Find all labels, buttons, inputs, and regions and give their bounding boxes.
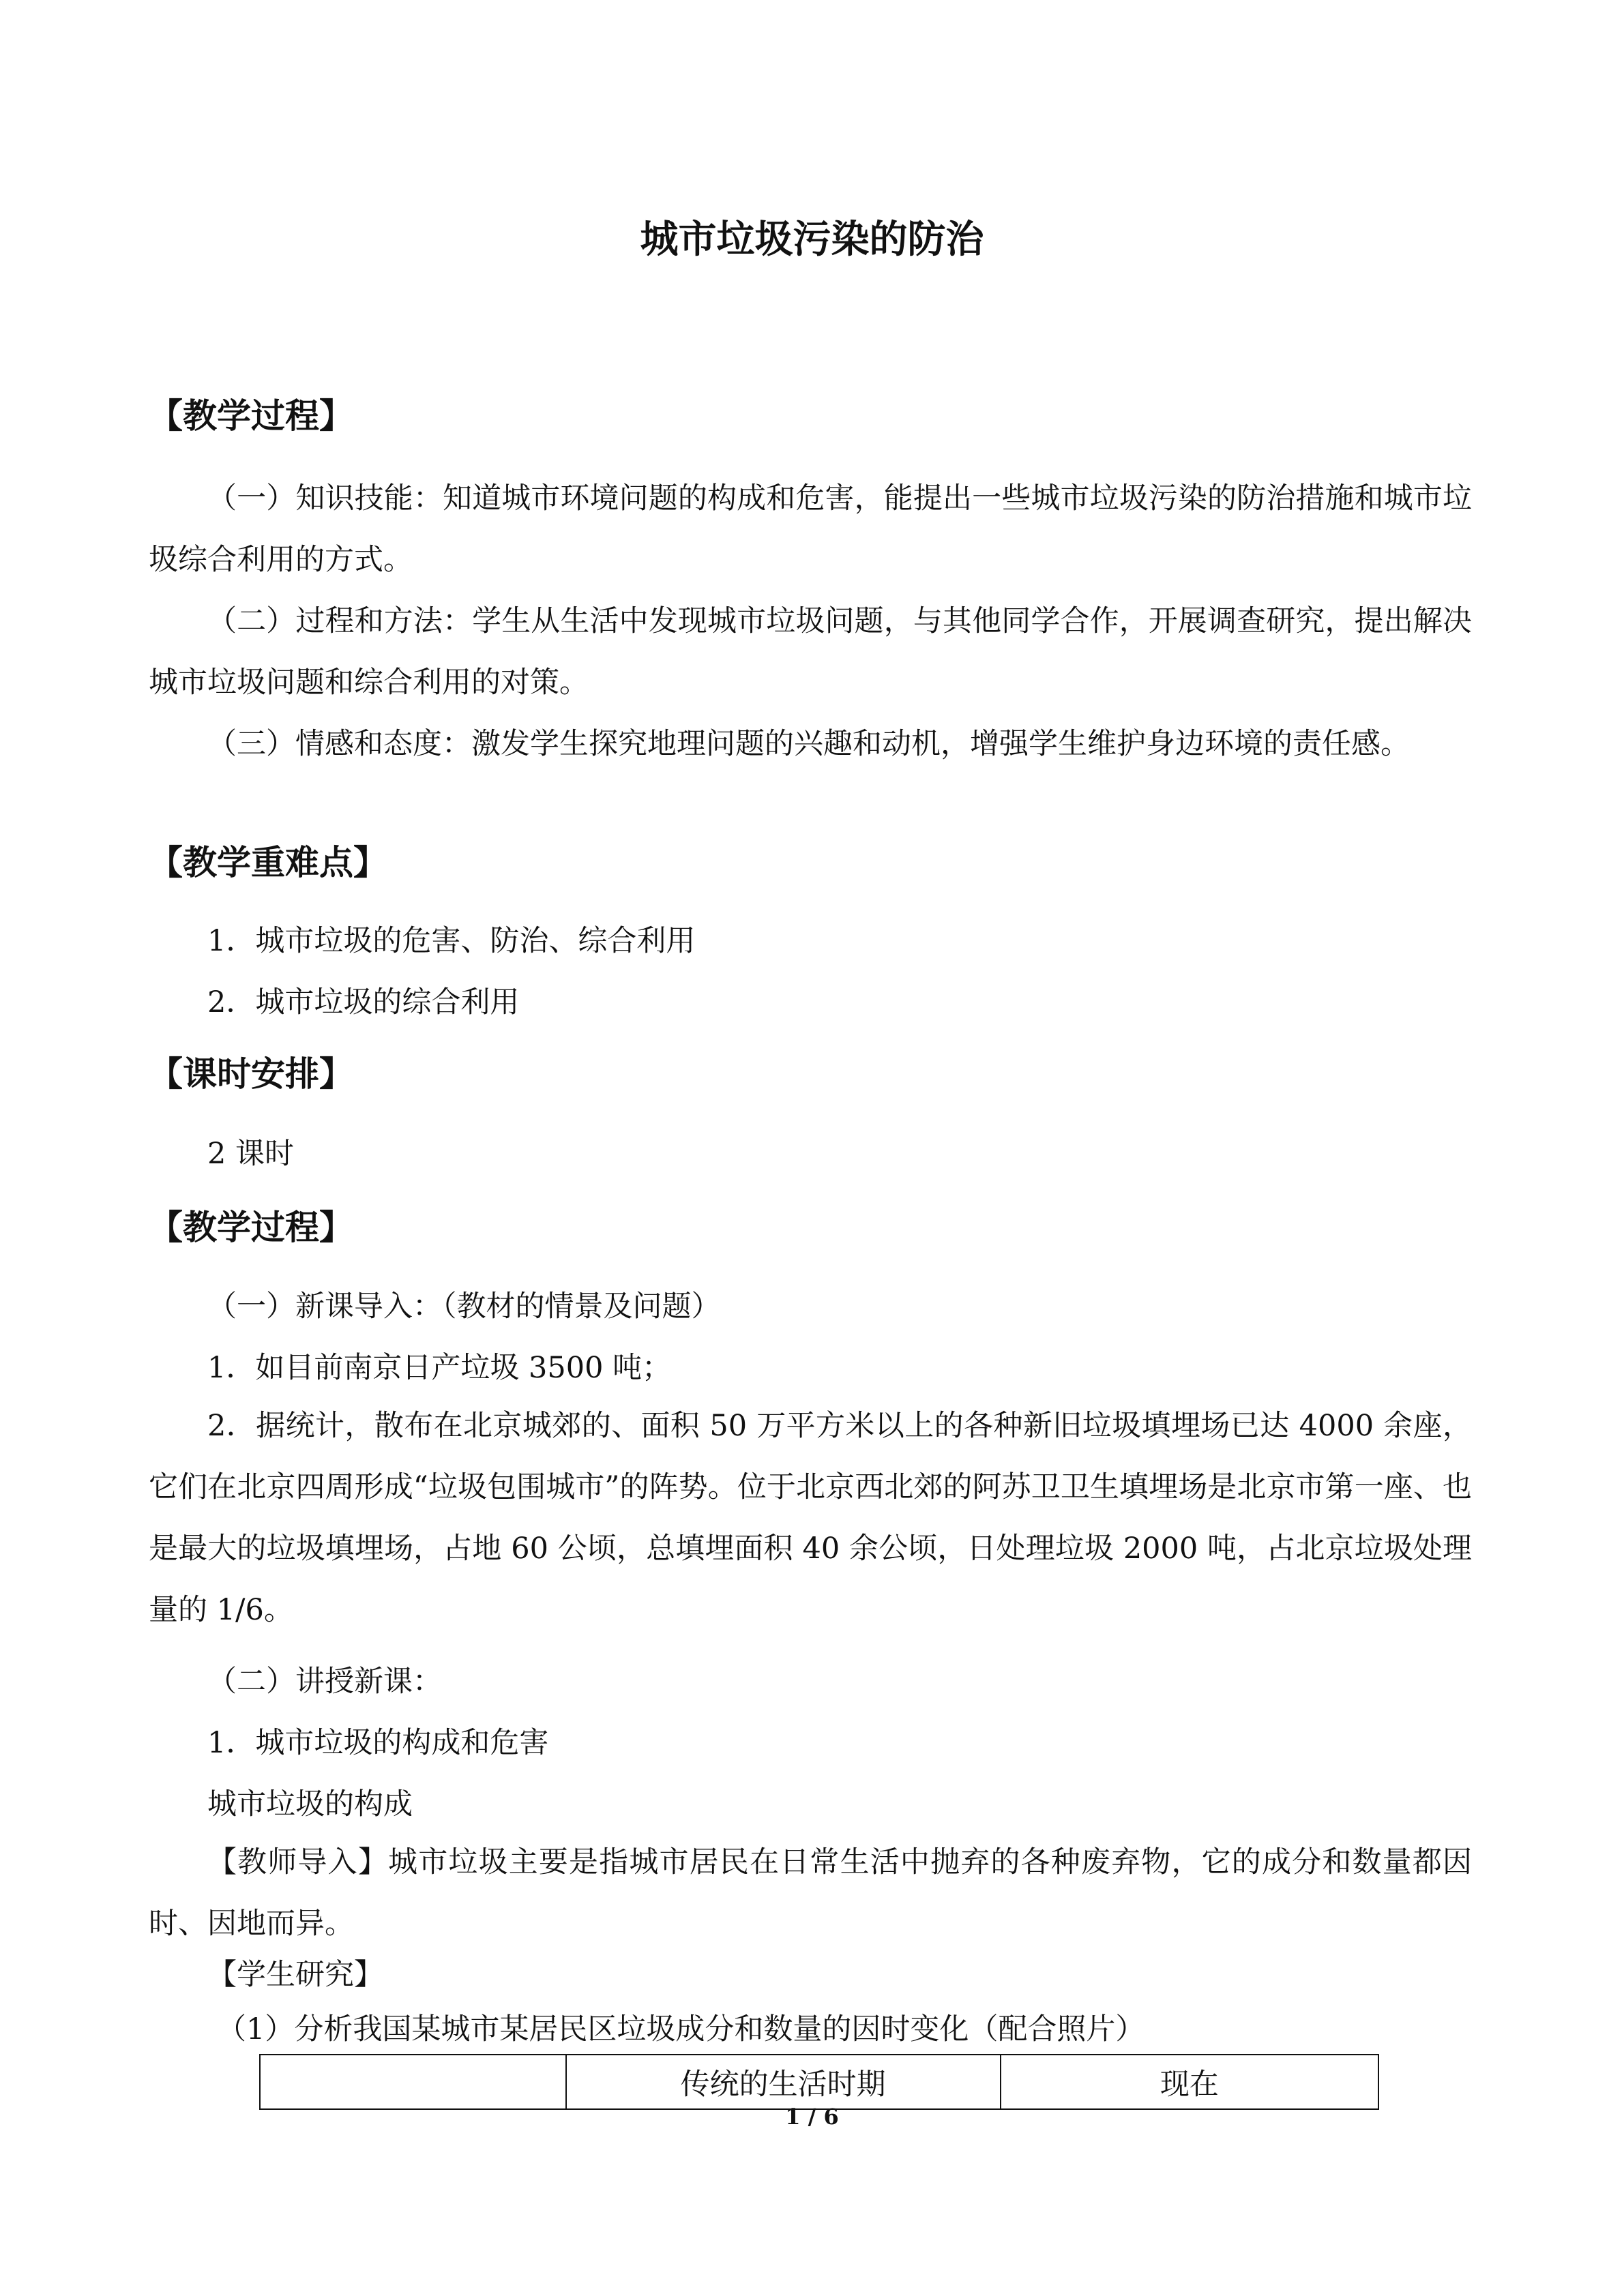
section-heading-teaching-process-2: 【教学过程】 (149, 1208, 353, 1247)
intro-line: （一）新课导入：（教材的情景及问题） (207, 1289, 721, 1324)
paragraph-emotion-attitude: （三）情感和态度：激发学生探究地理问题的兴趣和动机，增强学生维护身边环境的责任感。 (207, 727, 1410, 761)
paragraph-process-method: （二）过程和方法：学生从生活中发现城市垃圾问题，与其他同学合作，开展调查研究，提出解决城市垃圾问题和综合利用的对策。 (149, 604, 1472, 700)
table-header-now: 现在 (1001, 2055, 1378, 2109)
paragraph-beijing-landfill: 2．据统计，散布在北京城郊的、面积 50 万平方米以上的各种新旧垃圾填埋场已达 4000 余座，它们在北京四周形成“垃圾包围城市”的阵势。位于北京西北郊的阿苏卫卫生填埋场是北京市第一座、也是最大的垃圾填埋场，占地 60 公顷，总填埋面积 40 余公顷，日处理垃圾 2000 吨，占北京垃圾处理量的 1/6。 (149, 1409, 1472, 1627)
section-heading-key-points: 【教学重难点】 (149, 843, 387, 882)
new-lesson-line: （二）讲授新课： (207, 1665, 442, 1699)
list-item: 1．城市垃圾的危害、防治、综合利用 (207, 924, 696, 958)
topic-line: 1．城市垃圾的构成和危害 (207, 1726, 549, 1760)
paragraph-knowledge-skills: （一）知识技能：知道城市环境问题的构成和危害，能提出一些城市垃圾污染的防治措施和城市垃圾综合利用的方式。 (149, 481, 1472, 577)
list-item: 2．城市垃圾的综合利用 (207, 985, 520, 1019)
table-cell-empty (260, 2055, 566, 2109)
section-heading-teaching-process: 【教学过程】 (149, 396, 353, 436)
analysis-line: （1）分析我国某城市某居民区垃圾成分和数量的因时变化（配合照片） (217, 2012, 1145, 2046)
subtopic-line: 城市垃圾的构成 (207, 1787, 413, 1821)
intro-item-1: 1．如目前南京日产垃圾 3500 吨； (207, 1351, 672, 1385)
page-title: 城市垃圾污染的防治 (640, 218, 984, 262)
comparison-table (259, 2054, 1379, 2110)
student-research-label: 【学生研究】 (207, 1958, 383, 1992)
table-header-traditional: 传统的生活时期 (566, 2055, 1001, 2109)
page-number: 1 / 6 (785, 2104, 839, 2130)
section-heading-schedule: 【课时安排】 (149, 1054, 353, 1094)
schedule-text: 2 课时 (207, 1137, 295, 1171)
table-row (260, 2055, 1378, 2109)
paragraph-teacher-intro: 【教师导入】城市垃圾主要是指城市居民在日常生活中抛弃的各种废弃物，它的成分和数量都因时、因地而异。 (149, 1845, 1472, 1941)
